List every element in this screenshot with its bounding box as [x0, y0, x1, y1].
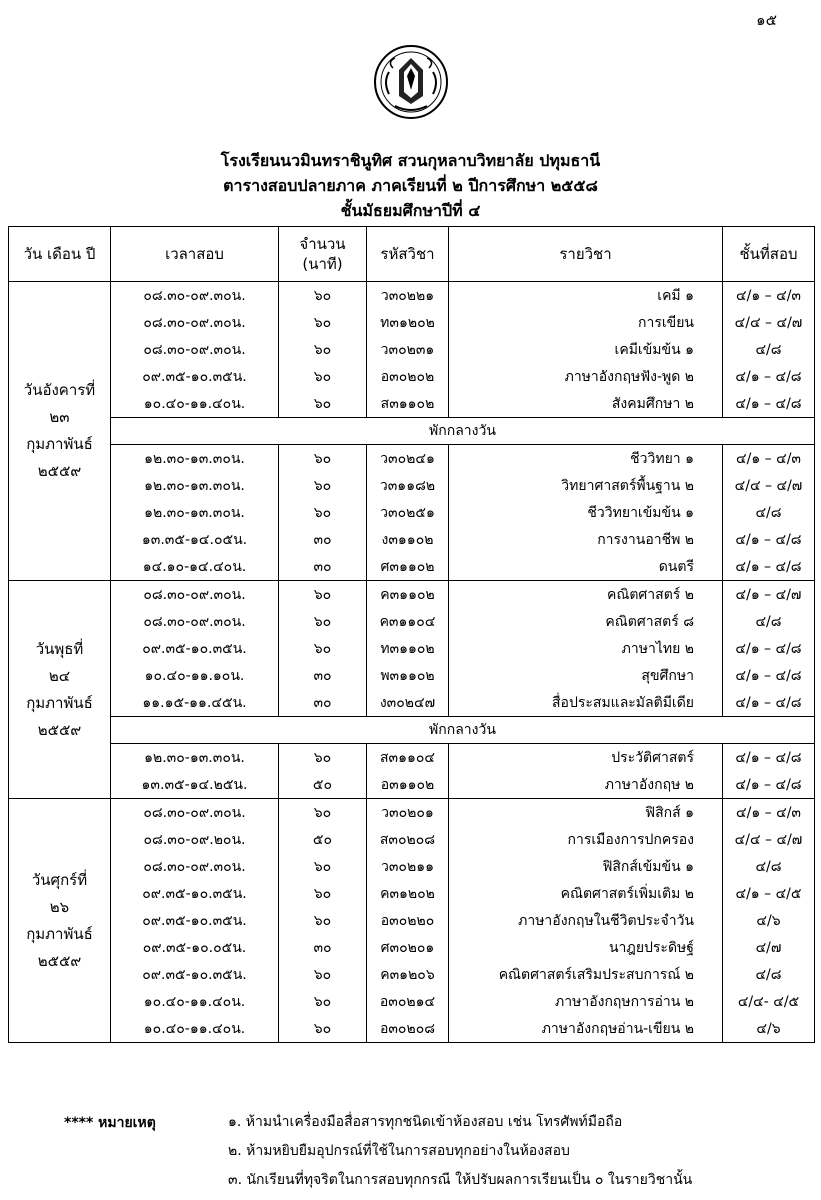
- exam-duration: ๖๐: [279, 581, 367, 609]
- exam-day-line: กุมภาพันธ์: [26, 693, 93, 712]
- exam-duration: ๓๐: [279, 526, 367, 553]
- exam-time: ๐๘.๓๐-๐๙.๓๐น.: [111, 608, 279, 635]
- school-seal-icon: [371, 42, 451, 122]
- subject-code: ค๓๑๒๐๒: [367, 880, 449, 907]
- subject-code: ค๓๑๑๐๒: [367, 581, 449, 609]
- exam-schedule-body: [9, 282, 815, 1043]
- exam-room: ๔/๘: [723, 608, 815, 635]
- exam-day-line: วันพุธที่: [35, 639, 84, 658]
- subject-code: ค๓๑๑๐๔: [367, 608, 449, 635]
- exam-duration: ๖๐: [279, 390, 367, 418]
- exam-time: ๐๙.๓๕-๑๐.๓๕น.: [111, 961, 279, 988]
- exam-day-line: วันศุกร์ที่: [31, 870, 88, 889]
- subject-name: สื่อประสมและมัลติมีเดีย: [449, 689, 723, 717]
- exam-duration: ๖๐: [279, 961, 367, 988]
- subject-code: ส๓๑๑๐๔: [367, 744, 449, 772]
- exam-time: ๐๘.๓๐-๐๙.๒๐น.: [111, 826, 279, 853]
- header-code: รหัสวิชา: [367, 227, 449, 282]
- exam-duration: ๖๐: [279, 499, 367, 526]
- exam-time: ๑๒.๓๐-๑๓.๓๐น.: [111, 499, 279, 526]
- subject-code: ว๓๐๒๕๑: [367, 499, 449, 526]
- exam-room: ๔/๑ – ๔/๗: [723, 581, 815, 609]
- exam-time: ๑๐.๔๐-๑๑.๔๐น.: [111, 988, 279, 1015]
- exam-duration: ๕๐: [279, 771, 367, 799]
- exam-room: ๔/๔ – ๔/๗: [723, 826, 815, 853]
- subject-name: ภาษาอังกฤษอ่าน-เขียน ๒: [449, 1015, 723, 1043]
- subject-code: ศ๓๐๒๐๑: [367, 934, 449, 961]
- table-row: [9, 799, 815, 827]
- exam-duration: ๓๐: [279, 662, 367, 689]
- exam-time: ๐๙.๓๕-๑๐.๓๕น.: [111, 635, 279, 662]
- table-row: [9, 472, 815, 499]
- table-header-row: [9, 227, 815, 282]
- exam-duration: ๖๐: [279, 309, 367, 336]
- exam-room: ๔/๖: [723, 1015, 815, 1043]
- subject-name: ชีววิทยา ๑: [449, 445, 723, 473]
- exam-duration: ๖๐: [279, 907, 367, 934]
- note-item: ๓. นักเรียนที่ทุจริตในการสอบทุกกรณี ให้ปรับผลการเรียนเป็น ๐ ในรายวิชานั้น: [228, 1172, 693, 1188]
- table-row: [9, 826, 815, 853]
- exam-duration: ๓๐: [279, 934, 367, 961]
- exam-time: ๑๐.๔๐-๑๑.๑๐น.: [111, 662, 279, 689]
- exam-room: ๔/๑ – ๔/๘: [723, 526, 815, 553]
- exam-day-line: กุมภาพันธ์: [26, 435, 93, 453]
- exam-room: ๔/๑ – ๔/๘: [723, 744, 815, 772]
- exam-duration: ๖๐: [279, 282, 367, 310]
- table-row: [9, 635, 815, 662]
- subject-name: การเมืองการปกครอง: [449, 826, 723, 853]
- lunch-break-row: [9, 418, 815, 445]
- subject-code: ท๓๑๒๐๒: [367, 309, 449, 336]
- exam-room: ๔/๘: [723, 961, 815, 988]
- lunch-break-label: พักกลางวัน: [111, 418, 815, 445]
- exam-duration: ๓๐: [279, 689, 367, 717]
- table-row: [9, 934, 815, 961]
- subject-name: ภาษาไทย ๒: [449, 635, 723, 662]
- exam-duration: ๖๐: [279, 880, 367, 907]
- subject-code: อ๓๐๒๐๘: [367, 1015, 449, 1043]
- note-item: ๒. ห้ามหยิบยืมอุปกรณ์ที่ใช้ในการสอบทุกอย่างในห้องสอบ: [228, 1143, 570, 1159]
- exam-duration: ๖๐: [279, 988, 367, 1015]
- exam-room: ๔/๔ – ๔/๗: [723, 309, 815, 336]
- exam-room: ๔/๔ – ๔/๗: [723, 472, 815, 499]
- header-date: วัน เดือน ปี: [9, 227, 111, 282]
- schedule-title: ตารางสอบปลายภาค ภาคเรียนที่ ๒ ปีการศึกษา ๒๕๕๘: [223, 176, 598, 195]
- exam-room: ๔/๑ – ๔/๘: [723, 689, 815, 717]
- subject-name: ภาษาอังกฤษฟัง-พูด ๒: [449, 363, 723, 390]
- subject-name: เคมี ๑: [449, 282, 723, 310]
- header-subject: รายวิชา: [449, 227, 723, 282]
- exam-time: ๑๔.๑๐-๑๔.๔๐น.: [111, 553, 279, 581]
- exam-room: ๔/๖: [723, 907, 815, 934]
- exam-day-line: กุมภาพันธ์: [26, 924, 93, 943]
- exam-time: ๐๘.๓๐-๐๙.๓๐น.: [111, 799, 279, 827]
- exam-room: ๔/๑ – ๔/๓: [723, 282, 815, 310]
- subject-name: ภาษาอังกฤษในชีวิตประจำวัน: [449, 907, 723, 934]
- subject-name: คณิตศาสตร์ ๒: [449, 581, 723, 609]
- exam-duration: ๓๐: [279, 553, 367, 581]
- subject-name: ฟิสิกส์เข้มข้น ๑: [449, 853, 723, 880]
- exam-time: ๐๘.๓๐-๐๙.๓๐น.: [111, 282, 279, 310]
- exam-time: ๐๙.๓๕-๑๐.๓๕น.: [111, 907, 279, 934]
- table-row: [9, 309, 815, 336]
- subject-code: ส๓๑๑๐๒: [367, 390, 449, 418]
- exam-time: ๐๘.๓๐-๐๙.๓๐น.: [111, 336, 279, 363]
- subject-name: ประวัติศาสตร์: [449, 744, 723, 772]
- subject-code: ศ๓๑๑๐๒: [367, 553, 449, 581]
- subject-name: วิทยาศาสตร์พื้นฐาน ๒: [449, 472, 723, 499]
- subject-code: ว๓๐๒๑๑: [367, 853, 449, 880]
- subject-name: การงานอาชีพ ๒: [449, 526, 723, 553]
- table-row: [9, 282, 815, 310]
- lunch-break-label: พักกลางวัน: [111, 717, 815, 744]
- subject-code: พ๓๑๑๐๒: [367, 662, 449, 689]
- table-row: [9, 744, 815, 772]
- exam-room: ๔/๗: [723, 934, 815, 961]
- table-row: [9, 390, 815, 418]
- exam-duration: ๖๐: [279, 1015, 367, 1043]
- table-row: [9, 662, 815, 689]
- exam-time: ๑๓.๓๕-๑๔.๒๕น.: [111, 771, 279, 799]
- exam-time: ๑๓.๓๕-๑๔.๐๕น.: [111, 526, 279, 553]
- exam-time: ๐๘.๓๐-๐๙.๓๐น.: [111, 853, 279, 880]
- subject-code: ว๓๐๒๔๑: [367, 445, 449, 473]
- header-room: ชั้นที่สอบ: [723, 227, 815, 282]
- exam-time: ๑๐.๔๐-๑๑.๔๐น.: [111, 390, 279, 418]
- exam-room: ๔/๑ – ๔/๘: [723, 553, 815, 581]
- table-row: [9, 1015, 815, 1043]
- exam-room: ๔/๘: [723, 853, 815, 880]
- exam-day-cell: [9, 799, 111, 1043]
- subject-name: นาฎยประดิษฐ์: [449, 934, 723, 961]
- subject-name: สุขศึกษา: [449, 662, 723, 689]
- subject-name: คณิตศาสตร์เสริมประสบการณ์ ๒: [449, 961, 723, 988]
- exam-schedule-table: [8, 226, 815, 1043]
- subject-name: คณิตศาสตร์เพิ่มเติม ๒: [449, 880, 723, 907]
- exam-room: ๔/๑ – ๔/๓: [723, 445, 815, 473]
- table-row: [9, 499, 815, 526]
- page-number: ๑๕: [756, 11, 777, 29]
- table-row: [9, 553, 815, 581]
- exam-room: ๔/๑ – ๔/๘: [723, 662, 815, 689]
- subject-name: ดนตรี: [449, 553, 723, 581]
- table-row: [9, 445, 815, 473]
- exam-day-cell: [9, 282, 111, 581]
- exam-room: ๔/๑ – ๔/๘: [723, 771, 815, 799]
- subject-name: ภาษาอังกฤษ ๒: [449, 771, 723, 799]
- table-row: [9, 907, 815, 934]
- notes-label: **** หมายเหตุ: [64, 1115, 156, 1131]
- subject-code: ว๓๐๒๒๑: [367, 282, 449, 310]
- subject-name: ภาษาอังกฤษการอ่าน ๒: [449, 988, 723, 1015]
- exam-time: ๑๒.๓๐-๑๓.๓๐น.: [111, 744, 279, 772]
- exam-duration: ๖๐: [279, 608, 367, 635]
- exam-room: ๔/๑ – ๔/๘: [723, 363, 815, 390]
- subject-name: ฟิสิกส์ ๑: [449, 799, 723, 827]
- exam-room: ๔/๑ – ๔/๓: [723, 799, 815, 827]
- table-row: [9, 608, 815, 635]
- header-duration: จำนวน (นาที): [279, 227, 367, 282]
- subject-code: ส๓๐๒๐๘: [367, 826, 449, 853]
- exam-day-line: วันอังคารที่: [23, 381, 96, 399]
- exam-day-line: ๒๕๕๙: [37, 951, 82, 970]
- subject-name: ชีววิทยาเข้มข้น ๑: [449, 499, 723, 526]
- subject-code: อ๓๑๑๐๒: [367, 771, 449, 799]
- exam-duration: ๖๐: [279, 799, 367, 827]
- table-row: [9, 771, 815, 799]
- exam-duration: ๖๐: [279, 635, 367, 662]
- exam-duration: ๖๐: [279, 445, 367, 473]
- exam-day-cell: [9, 581, 111, 799]
- exam-day-line: ๒๖: [49, 897, 70, 916]
- table-row: [9, 336, 815, 363]
- table-row: [9, 526, 815, 553]
- subject-code: อ๓๐๒๒๐: [367, 907, 449, 934]
- table-row: [9, 853, 815, 880]
- exam-room: ๔/๑ – ๔/๕: [723, 880, 815, 907]
- exam-time: ๐๙.๓๕-๑๐.๐๕น.: [111, 934, 279, 961]
- exam-duration: ๖๐: [279, 744, 367, 772]
- exam-day-line: ๒๕๕๙: [37, 462, 82, 480]
- school-name: โรงเรียนนวมินทราชินูทิศ สวนกุหลาบวิทยาลัย ปทุมธานี: [220, 151, 601, 170]
- exam-time: ๑๑.๑๕-๑๑.๔๕น.: [111, 689, 279, 717]
- note-item: ๑. ห้ามนำเครื่องมือสื่อสารทุกชนิดเข้าห้องสอบ เช่น โทรศัพท์มือถือ: [228, 1114, 623, 1130]
- lunch-break-row: [9, 717, 815, 744]
- table-row: [9, 363, 815, 390]
- exam-duration: ๖๐: [279, 363, 367, 390]
- exam-duration: ๖๐: [279, 336, 367, 363]
- exam-time: ๑๐.๔๐-๑๑.๔๐น.: [111, 1015, 279, 1043]
- exam-duration: ๖๐: [279, 472, 367, 499]
- subject-code: ง๓๑๑๐๒: [367, 526, 449, 553]
- table-row: [9, 880, 815, 907]
- exam-room: ๔/๑ – ๔/๘: [723, 390, 815, 418]
- subject-code: อ๓๐๒๐๒: [367, 363, 449, 390]
- exam-room: ๔/๔- ๔/๕: [723, 988, 815, 1015]
- exam-room: ๔/๑ – ๔/๘: [723, 635, 815, 662]
- exam-time: ๐๙.๓๕-๑๐.๓๕น.: [111, 363, 279, 390]
- table-row: [9, 689, 815, 717]
- header-time: เวลาสอบ: [111, 227, 279, 282]
- exam-time: ๑๒.๓๐-๑๓.๓๐น.: [111, 472, 279, 499]
- exam-time: ๑๒.๓๐-๑๓.๓๐น.: [111, 445, 279, 473]
- subject-name: เคมีเข้มข้น ๑: [449, 336, 723, 363]
- subject-code: ท๓๑๑๐๒: [367, 635, 449, 662]
- subject-code: ว๓๐๒๐๑: [367, 799, 449, 827]
- exam-day-line: ๒๓: [49, 408, 70, 426]
- subject-name: สังคมศึกษา ๒: [449, 390, 723, 418]
- subject-code: ง๓๐๒๔๗: [367, 689, 449, 717]
- subject-name: คณิตศาสตร์ ๘: [449, 608, 723, 635]
- exam-duration: ๖๐: [279, 853, 367, 880]
- subject-code: ว๓๑๑๘๒: [367, 472, 449, 499]
- exam-day-line: ๒๕๕๙: [37, 720, 82, 739]
- subject-name: การเขียน: [449, 309, 723, 336]
- subject-code: ว๓๐๒๓๑: [367, 336, 449, 363]
- subject-code: อ๓๐๒๑๔: [367, 988, 449, 1015]
- exam-time: ๐๙.๓๕-๑๐.๓๕น.: [111, 880, 279, 907]
- table-row: [9, 581, 815, 609]
- exam-time: ๐๘.๓๐-๐๙.๓๐น.: [111, 581, 279, 609]
- exam-duration: ๕๐: [279, 826, 367, 853]
- exam-room: ๔/๘: [723, 336, 815, 363]
- subject-code: ค๓๑๒๐๖: [367, 961, 449, 988]
- table-row: [9, 988, 815, 1015]
- grade-level: ชั้นมัธยมศึกษาปีที่ ๔: [340, 201, 481, 220]
- exam-room: ๔/๘: [723, 499, 815, 526]
- exam-day-line: ๒๔: [48, 666, 71, 685]
- exam-time: ๐๘.๓๐-๐๙.๓๐น.: [111, 309, 279, 336]
- table-row: [9, 961, 815, 988]
